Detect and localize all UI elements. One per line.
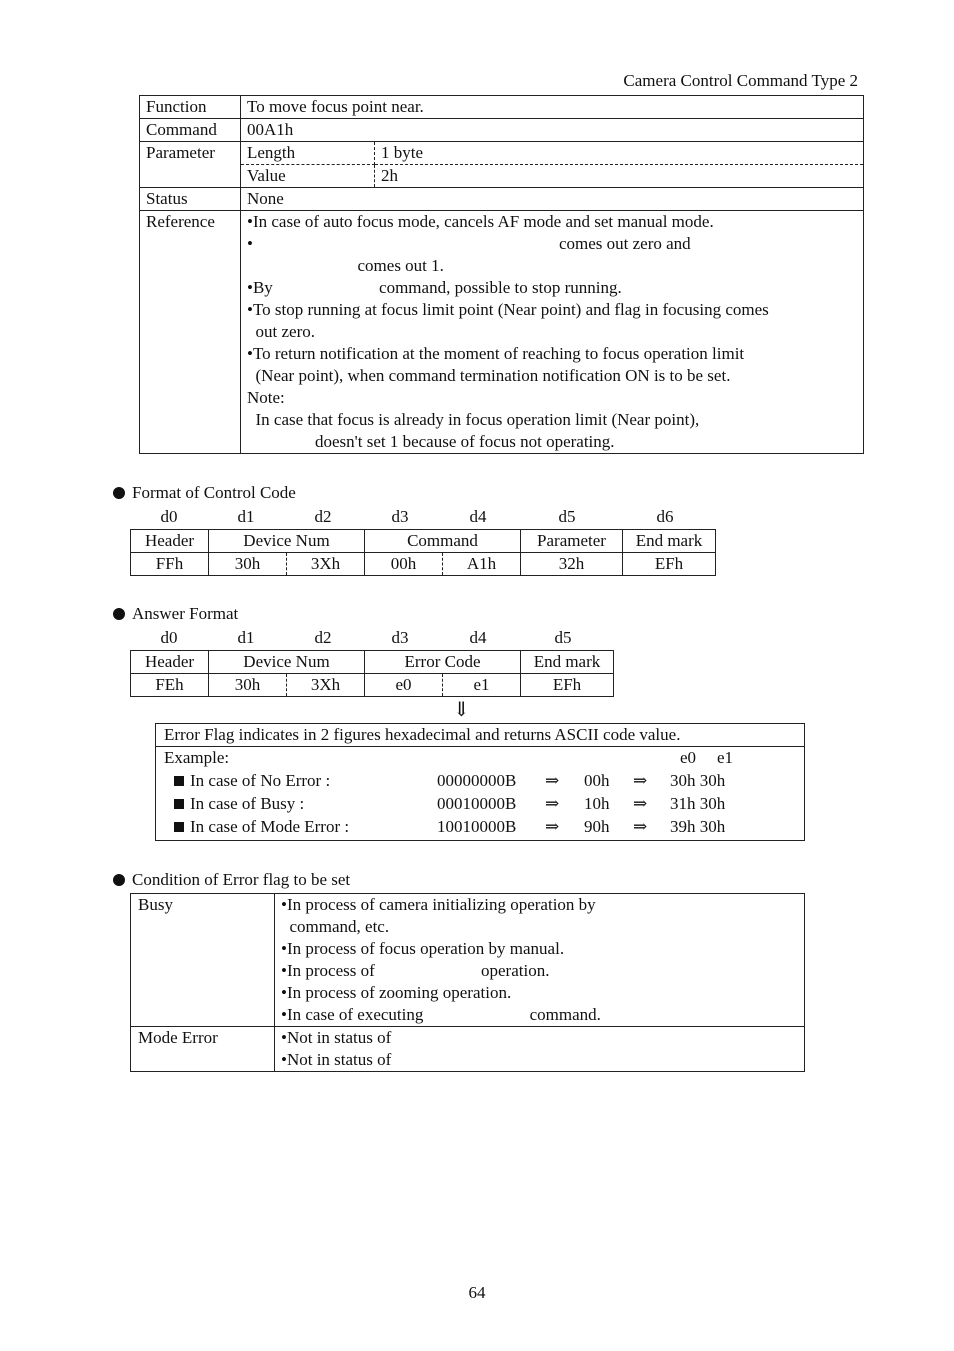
answer-format-heading-text: Answer Format	[132, 604, 239, 623]
example-case: In case of Busy :	[174, 793, 304, 815]
square-bullet-icon	[174, 822, 184, 832]
value-cell: 3Xh	[287, 674, 365, 697]
example-row	[164, 793, 796, 816]
example-binary: 00000000B	[437, 771, 517, 790]
condition-line: •Not in status of	[281, 1028, 392, 1047]
running-title: Camera Control Command Type 2	[623, 71, 858, 90]
parameter-value-key: Value	[241, 165, 375, 188]
right-arrow-icon: ⇒	[633, 794, 648, 813]
reference-line: Note:	[247, 388, 285, 407]
example-row	[164, 816, 796, 839]
condition-line: •In process of zooming operation.	[281, 983, 512, 1002]
control-code-d-labels	[0, 507, 954, 529]
parameter-length-key: Length	[241, 142, 375, 165]
value-cell: FEh	[131, 674, 209, 697]
col-head-e1: e1	[717, 748, 734, 767]
example-label: Example:	[164, 748, 230, 767]
reference-line: •In case of auto focus mode, cancels AF mode and set manual mode.	[247, 212, 714, 231]
right-arrow-icon: ⇒	[545, 794, 560, 813]
example-header-row	[164, 747, 796, 770]
condition-heading-text: Condition of Error flag to be set	[132, 870, 351, 889]
d-label: d4	[469, 507, 487, 526]
bullet-dot-icon	[113, 874, 125, 886]
reference-line: •To return notification at the moment of reaching to focus operation limit	[247, 344, 745, 363]
status-label: Status	[140, 188, 241, 211]
example-ascii: 30h 30h	[670, 771, 726, 790]
d-label: d6	[656, 507, 674, 526]
condition-table	[130, 893, 805, 1072]
d-label: d0	[160, 507, 178, 526]
col-head-e0: e0	[680, 748, 697, 767]
parameter-length-value: 1 byte	[375, 142, 864, 165]
bullet-dot-icon	[113, 487, 125, 499]
d-label: d5	[558, 507, 576, 526]
reference-line: In case that focus is already in focus operation limit (Near point),	[247, 410, 700, 429]
d-label: d1	[237, 507, 255, 526]
parameter-subtable	[241, 142, 863, 187]
condition-line: •In process of focus operation by manual.	[281, 939, 565, 958]
condition-line: •In process of operation.	[281, 961, 550, 980]
reference-line: •To stop running at focus limit point (Near point) and flag in focusing comes	[247, 300, 769, 319]
reference-line: •By command, possible to stop running.	[247, 278, 622, 297]
value-cell: EFh	[623, 553, 716, 576]
example-row	[164, 770, 796, 793]
square-bullet-icon	[174, 776, 184, 786]
device-num-cell: Device Num	[209, 651, 365, 674]
d-label: d3	[391, 628, 409, 647]
example-ascii: 39h 30h	[670, 817, 726, 836]
device-num-cell: Device Num	[209, 530, 365, 553]
function-table	[139, 95, 864, 454]
function-value: To move focus point near.	[241, 96, 864, 119]
busy-label: Busy	[131, 894, 275, 1027]
bullet-dot-icon	[113, 608, 125, 620]
control-code-heading-text: Format of Control Code	[132, 483, 296, 502]
right-arrow-icon: ⇒	[545, 817, 560, 836]
d-label: d3	[391, 507, 409, 526]
reference-line: comes out 1.	[247, 256, 444, 275]
answer-format-table	[130, 650, 614, 697]
command-value: 00A1h	[241, 119, 864, 142]
mode-error-conditions	[275, 1027, 805, 1072]
parameter-value-value: 2h	[381, 166, 398, 185]
condition-line: •In case of executing command.	[281, 1005, 601, 1024]
example-ascii: 31h 30h	[670, 794, 726, 813]
value-cell: e1	[443, 674, 521, 697]
status-value: None	[241, 188, 864, 211]
page-number: 64	[468, 1283, 486, 1302]
answer-d-labels	[0, 628, 954, 650]
d-label: d1	[237, 628, 255, 647]
value-cell: 30h	[209, 674, 287, 697]
error-flag-example	[156, 747, 805, 841]
mode-error-label: Mode Error	[131, 1027, 275, 1072]
d-label: d0	[160, 628, 178, 647]
error-flag-title: Error Flag indicates in 2 figures hexadecimal and returns ASCII code value.	[156, 724, 805, 747]
parameter-cell	[241, 142, 864, 188]
example-binary: 10010000B	[437, 817, 517, 836]
end-mark-cell: End mark	[521, 651, 614, 674]
value-cell: 32h	[521, 553, 623, 576]
reference-line: (Near point), when command termination notification ON is to be set.	[247, 366, 731, 385]
down-arrow-icon: ⇓	[453, 699, 470, 721]
condition-line: •In process of camera initializing operation by	[281, 895, 596, 914]
function-label: Function	[140, 96, 241, 119]
right-arrow-icon: ⇒	[545, 771, 560, 790]
reference-line: out zero.	[247, 322, 315, 341]
control-code-heading	[113, 483, 296, 503]
value-cell: e0	[365, 674, 443, 697]
error-code-cell: Error Code	[365, 651, 521, 674]
value-cell: 00h	[365, 553, 443, 576]
example-hex: 90h	[584, 817, 610, 836]
value-cell: 3Xh	[287, 553, 365, 576]
example-case: In case of No Error :	[174, 770, 330, 792]
reference-text	[241, 211, 864, 454]
value-cell: 30h	[209, 553, 287, 576]
example-hex: 00h	[584, 771, 610, 790]
right-arrow-icon: ⇒	[633, 817, 648, 836]
d-label: d2	[314, 628, 332, 647]
parameter-cell: Parameter	[521, 530, 623, 553]
square-bullet-icon	[174, 799, 184, 809]
parameter-label: Parameter	[140, 142, 241, 188]
right-arrow-icon: ⇒	[633, 771, 648, 790]
reference-label: Reference	[140, 211, 241, 454]
condition-line: •Not in status of	[281, 1050, 392, 1069]
header-cell: Header	[131, 651, 209, 674]
reference-line: doesn't set 1 because of focus not operating.	[247, 432, 615, 451]
command-cell: Command	[365, 530, 521, 553]
condition-line: command, etc.	[281, 917, 390, 936]
control-code-table	[130, 529, 716, 576]
d-label: d2	[314, 507, 332, 526]
example-hex: 10h	[584, 794, 610, 813]
reference-line: • comes out zero and	[247, 234, 691, 253]
value-cell: EFh	[521, 674, 614, 697]
error-flag-table	[155, 723, 805, 841]
example-case: In case of Mode Error :	[174, 816, 349, 838]
header-cell: Header	[131, 530, 209, 553]
answer-format-heading	[113, 604, 238, 624]
d-label: d4	[469, 628, 487, 647]
command-label: Command	[140, 119, 241, 142]
example-binary: 00010000B	[437, 794, 517, 813]
value-cell: FFh	[131, 553, 209, 576]
value-cell: A1h	[443, 553, 521, 576]
busy-conditions	[275, 894, 805, 1027]
end-mark-cell: End mark	[623, 530, 716, 553]
d-label: d5	[554, 628, 572, 647]
condition-heading	[113, 870, 350, 890]
